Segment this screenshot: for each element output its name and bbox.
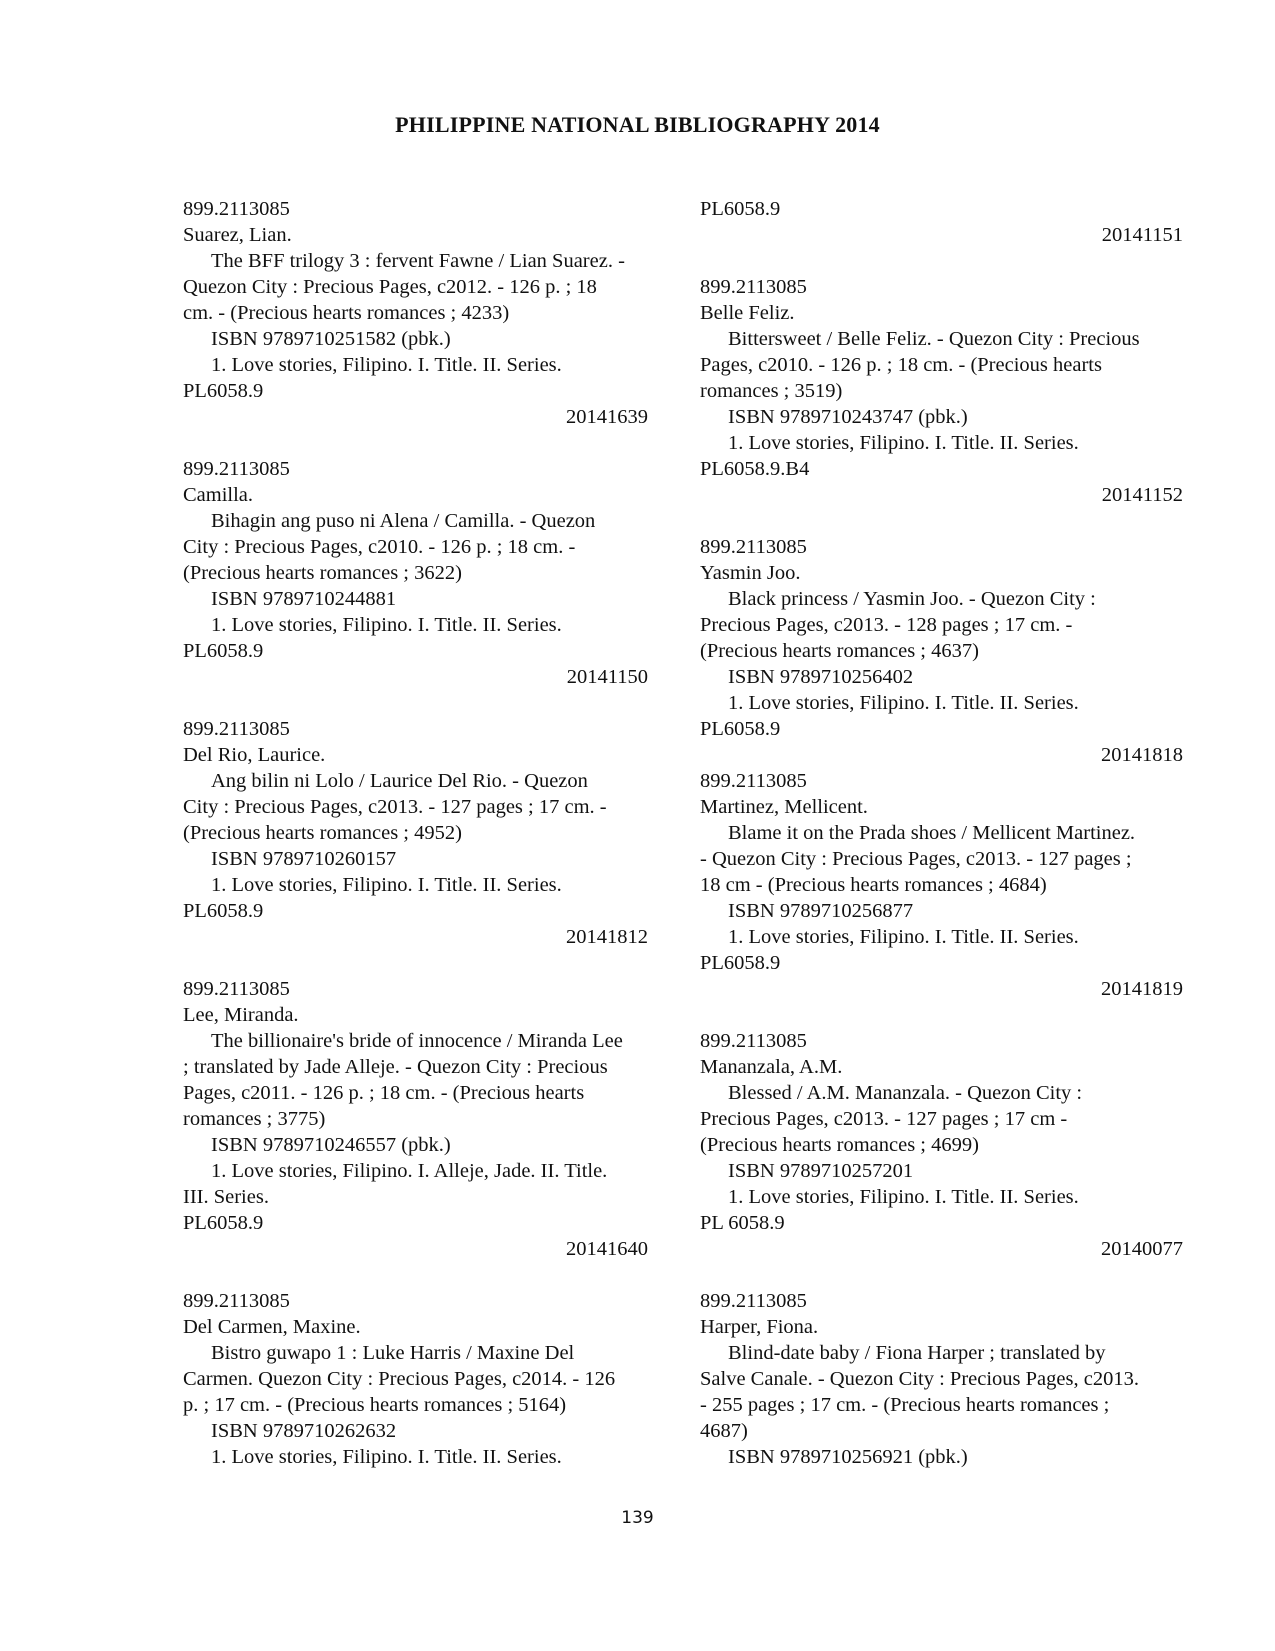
left-column — [183, 196, 648, 1470]
entry-line: Yasmin Joo. — [700, 562, 801, 584]
entry-line: ISBN 9789710256921 (pbk.) — [728, 1446, 968, 1468]
page-title: PHILIPPINE NATIONAL BIBLIOGRAPHY 2014 — [395, 112, 880, 137]
entry-line: 18 cm - (Precious hearts romances ; 4684) — [700, 874, 1047, 896]
entry-line: Bistro guwapo 1 : Luke Harris / Maxine Del — [211, 1342, 575, 1364]
record-number: 20141819 — [1101, 978, 1183, 1000]
record-number: 20141812 — [566, 926, 648, 948]
entry-line: 899.2113085 — [700, 276, 807, 298]
blank-line — [183, 1262, 648, 1288]
entry-line: 1. Love stories, Filipino. I. Alleje, Jade. II. Title. — [211, 1160, 608, 1182]
entry-line: Pages, c2010. - 126 p. ; 18 cm. - (Precious hearts — [700, 354, 1102, 376]
entry-line: (Precious hearts romances ; 4699) — [700, 1134, 979, 1156]
entry-line: Camilla. — [183, 484, 254, 506]
entry-line: PL 6058.9 — [700, 1212, 785, 1234]
entry-line: The BFF trilogy 3 : fervent Fawne / Lian Suarez. - — [211, 250, 625, 272]
entry-line: Martinez, Mellicent. — [700, 796, 868, 818]
entry-line: romances ; 3775) — [183, 1108, 326, 1130]
entry-line: 899.2113085 — [183, 978, 290, 1000]
entry-line: 1. Love stories, Filipino. I. Title. II. Series. — [211, 354, 562, 376]
record-number: 20141151 — [1101, 224, 1183, 246]
entry-line: cm. - (Precious hearts romances ; 4233) — [183, 302, 510, 324]
entry-line: The billionaire's bride of innocence / Miranda Lee — [211, 1030, 623, 1052]
record-number: 20141150 — [566, 666, 648, 688]
entry-line: p. ; 17 cm. - (Precious hearts romances ; 5164) — [183, 1394, 567, 1416]
entry-line: Precious Pages, c2013. - 128 pages ; 17 cm. - — [700, 614, 1073, 636]
entry-line: PL6058.9 — [700, 198, 781, 220]
entry-line: PL6058.9 — [700, 718, 781, 740]
entry-line: 899.2113085 — [183, 198, 290, 220]
entry-line: 4687) — [700, 1420, 748, 1442]
entry-line: PL6058.9 — [700, 952, 781, 974]
entry-line: Carmen. Quezon City : Precious Pages, c2014. - 126 — [183, 1368, 616, 1390]
entry-line: ISBN 9789710257201 — [728, 1160, 914, 1182]
entry-line: ISBN 9789710262632 — [211, 1420, 397, 1442]
record-number: 20141639 — [566, 406, 648, 428]
entry-line: Salve Canale. - Quezon City : Precious Pages, c2013. — [700, 1368, 1139, 1390]
entry-line: 1. Love stories, Filipino. I. Title. II. Series. — [211, 874, 562, 896]
entry-line: ISBN 9789710256402 — [728, 666, 914, 688]
entry-line: Blame it on the Prada shoes / Mellicent Martinez. — [728, 822, 1136, 844]
entry-line: Del Rio, Laurice. — [183, 744, 326, 766]
entry-line: 899.2113085 — [700, 770, 807, 792]
entry-line: 899.2113085 — [700, 536, 807, 558]
entry-line: - Quezon City : Precious Pages, c2013. - 127 pages ; — [700, 848, 1132, 870]
entry-line: Del Carmen, Maxine. — [183, 1316, 361, 1338]
blank-line — [183, 430, 648, 456]
entry-line: ISBN 9789710243747 (pbk.) — [728, 406, 968, 428]
entry-line: 1. Love stories, Filipino. I. Title. II. Series. — [728, 926, 1079, 948]
entry-line: (Precious hearts romances ; 3622) — [183, 562, 462, 584]
entry-line: PL6058.9 — [183, 900, 264, 922]
entry-line: Suarez, Lian. — [183, 224, 292, 246]
entry-line: romances ; 3519) — [700, 380, 843, 402]
entry-line: Mananzala, A.M. — [700, 1056, 843, 1078]
entry-line: Blessed / A.M. Mananzala. - Quezon City : — [728, 1082, 1083, 1104]
entry-line: PL6058.9 — [183, 1212, 264, 1234]
entry-line: ISBN 9789710251582 (pbk.) — [211, 328, 451, 350]
entry-line: PL6058.9 — [183, 380, 264, 402]
entry-line: 899.2113085 — [700, 1290, 807, 1312]
record-number: 20141152 — [1101, 484, 1183, 506]
right-column — [700, 196, 1183, 1470]
entry-line: Lee, Miranda. — [183, 1004, 299, 1026]
entry-line: III. Series. — [183, 1186, 269, 1208]
entry-line: Bihagin ang puso ni Alena / Camilla. - Quezon — [211, 510, 596, 532]
entry-line: ISBN 9789710246557 (pbk.) — [211, 1134, 451, 1156]
entry-line: 1. Love stories, Filipino. I. Title. II. Series. — [728, 692, 1079, 714]
blank-line — [183, 950, 648, 976]
entry-line: - 255 pages ; 17 cm. - (Precious hearts romances ; — [700, 1394, 1110, 1416]
entry-line: ISBN 9789710260157 — [211, 848, 397, 870]
entry-line: PL6058.9.B4 — [700, 458, 810, 480]
entry-line: (Precious hearts romances ; 4952) — [183, 822, 462, 844]
entry-line: ISBN 9789710256877 — [728, 900, 914, 922]
record-number: 20141818 — [1101, 744, 1183, 766]
entry-line: Belle Feliz. — [700, 302, 795, 324]
entry-line: City : Precious Pages, c2010. - 126 p. ; 18 cm. - — [183, 536, 576, 558]
page-number: 139 — [621, 1508, 654, 1528]
entry-line: ISBN 9789710244881 — [211, 588, 397, 610]
entry-line: 1. Love stories, Filipino. I. Title. II. Series. — [211, 614, 562, 636]
record-number: 20141640 — [566, 1238, 648, 1260]
entry-line: Quezon City : Precious Pages, c2012. - 126 p. ; 18 — [183, 276, 597, 298]
entry-line: Bittersweet / Belle Feliz. - Quezon City : Precious — [728, 328, 1140, 350]
entry-line: Harper, Fiona. — [700, 1316, 819, 1338]
entry-line: PL6058.9 — [183, 640, 264, 662]
entry-line: 1. Love stories, Filipino. I. Title. II. Series. — [728, 1186, 1079, 1208]
entry-line: 899.2113085 — [700, 1030, 807, 1052]
entry-line: ; translated by Jade Alleje. - Quezon City : Precious — [183, 1056, 608, 1078]
entry-line: 1. Love stories, Filipino. I. Title. II. Series. — [728, 432, 1079, 454]
entry-line: Precious Pages, c2013. - 127 pages ; 17 cm - — [700, 1108, 1068, 1130]
entry-line: Pages, c2011. - 126 p. ; 18 cm. - (Precious hearts — [183, 1082, 585, 1104]
entry-line: (Precious hearts romances ; 4637) — [700, 640, 979, 662]
blank-line — [183, 690, 648, 716]
entry-line: 899.2113085 — [183, 718, 290, 740]
entry-line: Ang bilin ni Lolo / Laurice Del Rio. - Quezon — [211, 770, 588, 792]
blank-line — [700, 248, 1183, 274]
blank-line — [700, 1002, 1183, 1028]
entry-line: 1. Love stories, Filipino. I. Title. II. Series. — [211, 1446, 562, 1468]
record-number: 20140077 — [1101, 1238, 1183, 1260]
entry-line: City : Precious Pages, c2013. - 127 pages ; 17 cm. - — [183, 796, 607, 818]
blank-line — [700, 1262, 1183, 1288]
entry-line: Black princess / Yasmin Joo. - Quezon City : — [728, 588, 1096, 610]
entry-line: Blind-date baby / Fiona Harper ; translated by — [728, 1342, 1106, 1364]
entry-line: 899.2113085 — [183, 458, 290, 480]
entry-line: 899.2113085 — [183, 1290, 290, 1312]
blank-line — [700, 508, 1183, 534]
